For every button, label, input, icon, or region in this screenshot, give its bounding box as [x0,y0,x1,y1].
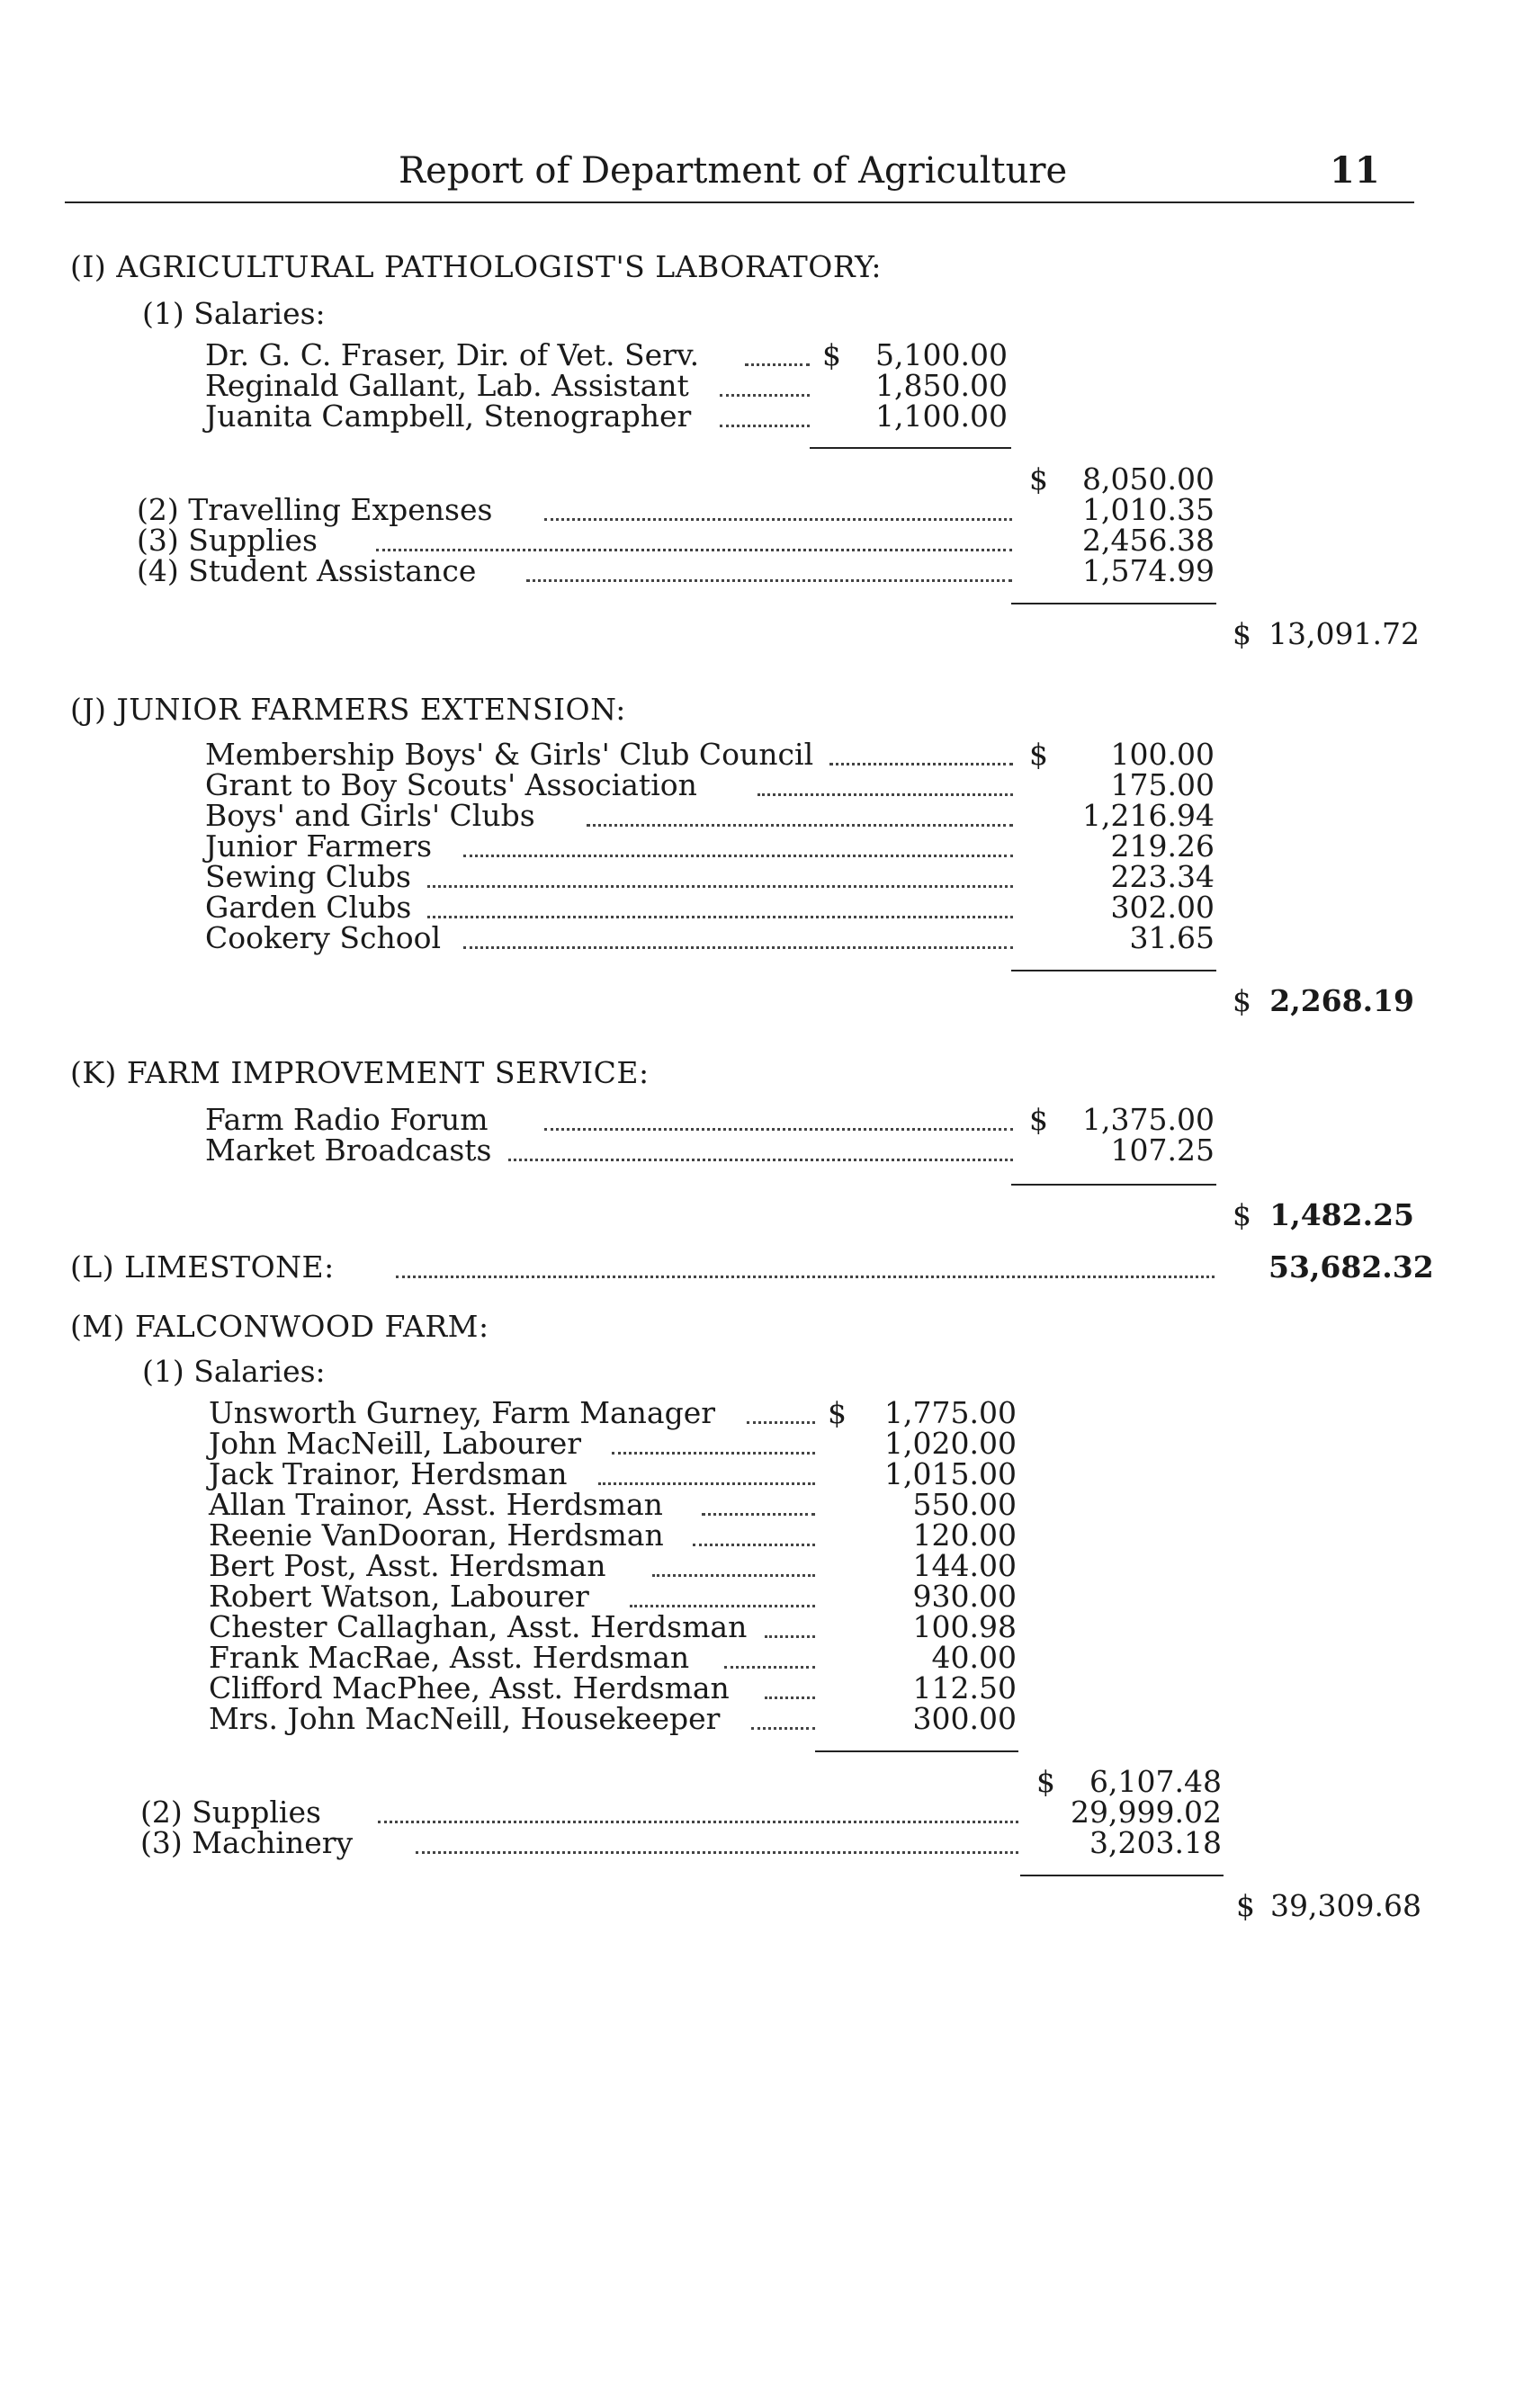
dollar-sign: $ [1036,1764,1055,1799]
section-k-title: (K) FARM IMPROVEMENT SERVICE: [70,1055,650,1090]
section-j-item-amount: 219.26 [1110,828,1215,864]
section-j-item-amount: 175.00 [1110,767,1215,802]
leader-dots [508,1159,1013,1161]
section-total-rule [1011,1184,1216,1186]
section-j-title: (J) JUNIOR FARMERS EXTENSION: [70,692,626,727]
leader-dots [526,579,1012,582]
section-i-salary-amount: 5,100.00 [875,337,1008,372]
leader-dots [544,1128,1013,1131]
section-m-salary-label: Bert Post, Asst. Herdsman [209,1548,606,1583]
leader-dots [376,549,1012,551]
page-header-title: Report of Department of Agriculture [399,150,1068,192]
section-m-item-label: (2) Supplies [140,1795,321,1830]
leader-dots [544,518,1012,521]
section-k-item-amount: 1,375.00 [1082,1102,1215,1137]
section-j-total: 2,268.19 [1269,983,1414,1018]
leader-dots [758,793,1013,796]
section-i-title: (I) AGRICULTURAL PATHOLOGIST'S LABORATORY: [70,249,882,284]
section-i-salaries-label: (1) Salaries: [142,296,326,331]
section-m-salary-amount: 40.00 [931,1640,1017,1675]
dollar-sign: $ [1233,1197,1251,1232]
section-total-rule [1020,1875,1224,1876]
dollar-sign: $ [822,337,841,372]
section-m-salaries-label: (1) Salaries: [142,1354,326,1389]
section-m-item-amount: 29,999.02 [1071,1795,1222,1830]
section-i-salary-amount: 1,100.00 [875,398,1008,434]
section-i-salary-label: Dr. G. C. Fraser, Dir. of Vet. Serv. [205,337,700,372]
section-m-salary-label: John MacNeill, Labourer [209,1426,581,1461]
dollar-sign: $ [1233,616,1251,651]
section-total-rule [1011,603,1216,604]
section-i-total: 13,091.72 [1269,616,1420,651]
leader-dots [765,1635,815,1638]
section-i-item-label: (2) Travelling Expenses [137,492,493,527]
dollar-sign: $ [1029,737,1048,772]
leader-dots [630,1605,815,1607]
section-k-item-label: Market Broadcasts [205,1132,492,1168]
subtotal-rule [815,1750,1018,1752]
section-m-salary-label: Robert Watson, Labourer [209,1579,589,1614]
section-m-salary-amount: 112.50 [912,1670,1017,1705]
section-j-item-amount: 100.00 [1110,737,1215,772]
section-m-salary-amount: 550.00 [912,1487,1017,1522]
section-j-item-label: Sewing Clubs [205,859,411,894]
leader-dots [396,1276,1215,1278]
leader-dots [427,916,1013,918]
section-i-salary-amount: 1,850.00 [875,368,1008,403]
section-j-item-label: Cookery School [205,920,442,955]
section-i-item-amount: 1,010.35 [1082,492,1215,527]
section-i-item-label: (4) Student Assistance [137,553,477,588]
section-i-item-amount: 1,574.99 [1082,553,1215,588]
section-j-item-amount: 223.34 [1110,859,1215,894]
leader-dots [747,1421,815,1424]
section-l-title: (L) LIMESTONE: [70,1249,335,1285]
subtotal-rule [810,447,1011,449]
section-m-salary-amount: 300.00 [912,1701,1017,1736]
page-number: 11 [1330,149,1380,192]
section-j-item-amount: 302.00 [1110,890,1215,925]
section-j-item-label: Membership Boys' & Girls' Club Council [205,737,814,772]
dollar-sign: $ [1029,1102,1048,1137]
section-i-item-label: (3) Supplies [137,523,318,558]
section-m-salary-amount: 144.00 [912,1548,1017,1583]
leader-dots [720,425,810,427]
leader-dots [751,1727,815,1730]
section-m-salary-amount: 100.98 [912,1609,1017,1644]
section-m-salary-amount: 1,015.00 [884,1456,1017,1491]
section-m-title: (M) FALCONWOOD FARM: [70,1309,489,1344]
section-m-salary-label: Mrs. John MacNeill, Housekeeper [209,1701,721,1736]
section-m-salaries-total: 6,107.48 [1089,1764,1222,1799]
section-j-item-label: Boys' and Girls' Clubs [205,798,535,833]
section-m-salary-label: Clifford MacPhee, Asst. Herdsman [209,1670,730,1705]
leader-dots [612,1452,815,1455]
dollar-sign: $ [1029,461,1048,497]
section-total-rule [1011,970,1216,971]
section-m-total: 39,309.68 [1270,1888,1421,1923]
leader-dots [598,1482,815,1485]
section-m-salary-label: Allan Trainor, Asst. Herdsman [209,1487,663,1522]
section-m-salary-label: Unsworth Gurney, Farm Manager [209,1395,716,1430]
section-m-salary-label: Jack Trainor, Herdsman [209,1456,568,1491]
leader-dots [416,1851,1018,1854]
leader-dots [724,1666,815,1669]
dollar-sign: $ [1233,983,1251,1018]
leader-dots [652,1574,815,1577]
section-m-salary-amount: 1,775.00 [884,1395,1017,1430]
section-m-salary-amount: 120.00 [912,1517,1017,1553]
section-j-item-label: Garden Clubs [205,890,412,925]
section-k-item-amount: 107.25 [1110,1132,1215,1168]
section-m-salary-amount: 1,020.00 [884,1426,1017,1461]
section-i-item-amount: 2,456.38 [1082,523,1215,558]
section-m-salary-label: Frank MacRae, Asst. Herdsman [209,1640,690,1675]
leader-dots [463,946,1013,949]
leader-dots [463,855,1013,857]
section-i-salaries-total: 8,050.00 [1082,461,1215,497]
section-m-item-amount: 3,203.18 [1089,1825,1222,1860]
dollar-sign: $ [828,1395,847,1430]
leader-dots [587,824,1013,827]
section-m-salary-label: Reenie VanDooran, Herdsman [209,1517,664,1553]
section-j-item-label: Grant to Boy Scouts' Association [205,767,697,802]
section-k-total: 1,482.25 [1269,1197,1414,1232]
section-m-salary-amount: 930.00 [912,1579,1017,1614]
leader-dots [765,1696,815,1699]
leader-dots [829,763,1013,765]
leader-dots [745,363,810,366]
section-l-amount: 53,682.32 [1269,1249,1434,1285]
leader-dots [427,885,1013,888]
section-j-item-label: Junior Farmers [205,828,433,864]
section-k-item-label: Farm Radio Forum [205,1102,489,1137]
header-rule [65,201,1414,203]
leader-dots [378,1821,1018,1823]
leader-dots [720,394,810,397]
section-m-salary-label: Chester Callaghan, Asst. Herdsman [209,1609,748,1644]
leader-dots [702,1513,815,1516]
leader-dots [693,1544,815,1546]
section-j-item-amount: 31.65 [1129,920,1215,955]
section-m-item-label: (3) Machinery [140,1825,354,1860]
section-i-salary-label: Juanita Campbell, Stenographer [205,398,692,434]
dollar-sign: $ [1236,1888,1255,1923]
section-i-salary-label: Reginald Gallant, Lab. Assistant [205,368,689,403]
section-j-item-amount: 1,216.94 [1082,798,1215,833]
